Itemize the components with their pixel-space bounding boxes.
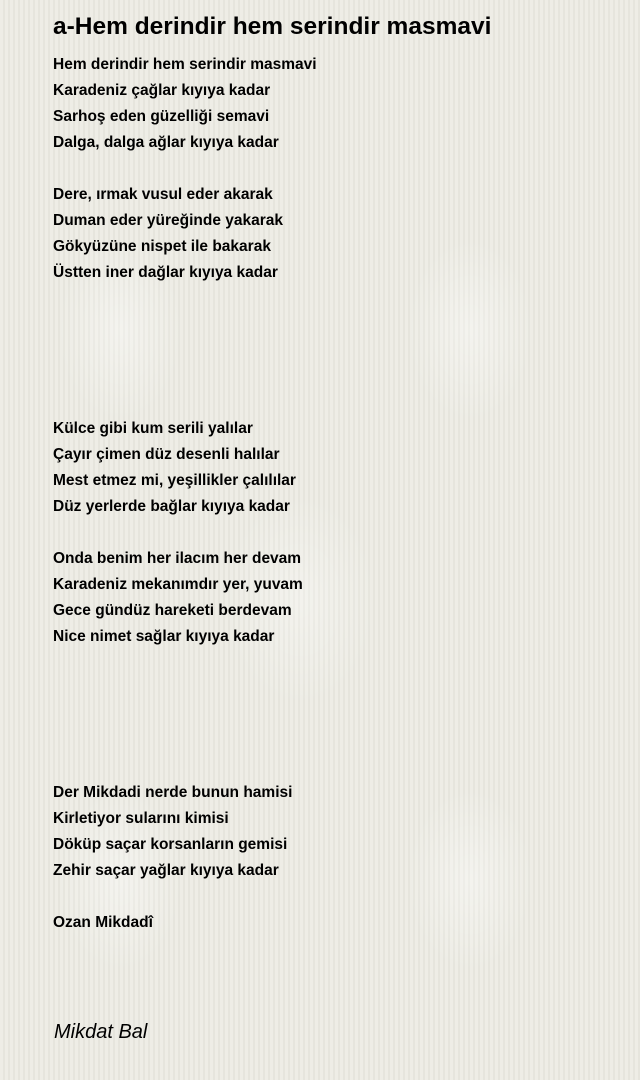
poem-author: Mikdat Bal bbox=[54, 1021, 148, 1043]
poem-line: Zehir saçar yağlar kıyıya kadar bbox=[53, 862, 279, 879]
stanza-gap bbox=[53, 884, 613, 910]
poem-line: Karadeniz mekanımdır yer, yuvam bbox=[53, 576, 303, 593]
poem-line: Hem derindir hem serindir masmavi bbox=[53, 56, 317, 73]
poem-line: Gökyüzüne nispet ile bakarak bbox=[53, 238, 271, 255]
stanza bbox=[53, 546, 613, 650]
stanza bbox=[53, 52, 613, 156]
poem-line: Külce gibi kum serili yalılar bbox=[53, 420, 253, 437]
poem-line: Döküp saçar korsanların gemisi bbox=[53, 836, 288, 853]
poem-line: Üstten iner dağlar kıyıya kadar bbox=[53, 264, 278, 281]
stanza bbox=[53, 910, 613, 936]
poem-line: Dalga, dalga ağlar kıyıya kadar bbox=[53, 134, 279, 151]
poem-line: Mest etmez mi, yeşillikler çalılılar bbox=[53, 472, 296, 489]
poem-line: Düz yerlerde bağlar kıyıya kadar bbox=[53, 498, 290, 515]
stanza bbox=[53, 416, 613, 520]
poem-line: Dere, ırmak vusul eder akarak bbox=[53, 186, 273, 203]
poem-line: Sarhoş eden güzelliği semavi bbox=[53, 108, 270, 125]
poem-line: Nice nimet sağlar kıyıya kadar bbox=[53, 628, 275, 645]
poem-title: a-Hem derindir hem serindir masmavi bbox=[53, 13, 492, 40]
poem-line: Kirletiyor sularını kimisi bbox=[53, 810, 229, 827]
stanza-gap bbox=[53, 156, 613, 182]
stanza-gap bbox=[53, 520, 613, 546]
poem-line: Çayır çimen düz desenli halılar bbox=[53, 446, 280, 463]
poem-line: Gece gündüz hareketi berdevam bbox=[53, 602, 292, 619]
poem-line: Duman eder yüreğinde yakarak bbox=[53, 212, 284, 229]
poem-signature-line: Ozan Mikdadî bbox=[53, 914, 153, 931]
poem-line: Der Mikdadi nerde bunun hamisi bbox=[53, 784, 293, 801]
stanza bbox=[53, 780, 613, 884]
poem-body bbox=[53, 52, 613, 936]
poem-line: Onda benim her ilacım her devam bbox=[53, 550, 302, 567]
stanza-gap bbox=[53, 650, 613, 780]
stanza bbox=[53, 182, 613, 286]
poem-line: Karadeniz çağlar kıyıya kadar bbox=[53, 82, 271, 99]
stanza-gap bbox=[53, 286, 613, 416]
